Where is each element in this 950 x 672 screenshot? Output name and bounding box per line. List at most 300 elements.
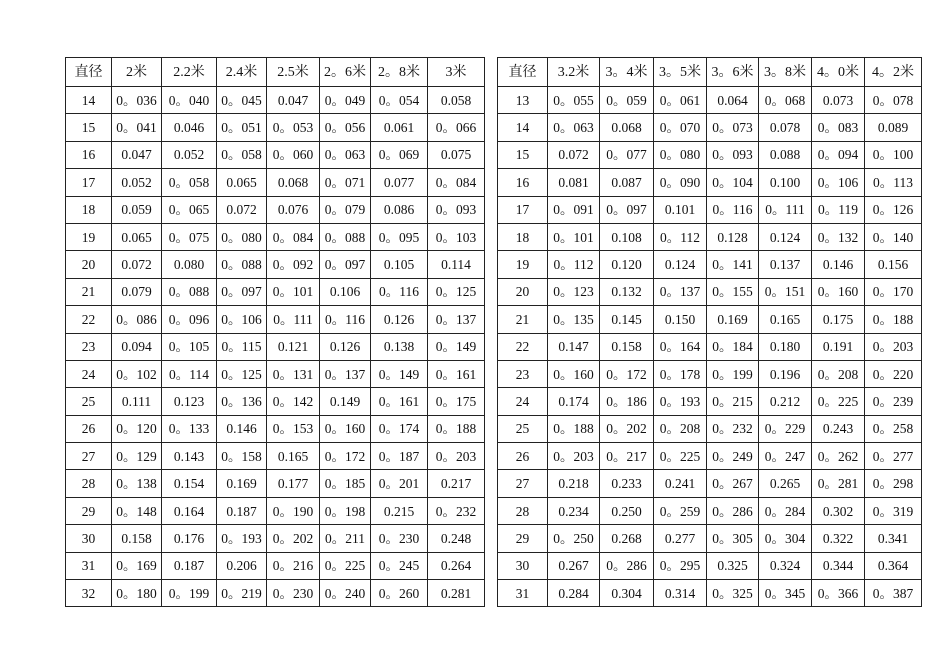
volume-cell: 0.277 [654,525,707,552]
volume-cell: 0。216 [267,552,320,579]
header-length: 2.2米 [162,58,217,87]
volume-cell: 0.089 [865,114,922,141]
volume-cell: 0。059 [600,87,654,114]
volume-cell: 0。298 [865,470,922,497]
volume-cell: 0.101 [654,196,707,223]
volume-cell: 0.322 [812,525,865,552]
diameter-cell: 14 [498,114,548,141]
volume-cell: 0.145 [600,306,654,333]
volume-cell: 0。160 [320,415,371,442]
volume-cell: 0。286 [707,497,759,524]
volume-cell: 0.158 [600,333,654,360]
volume-cell: 0。160 [548,360,600,387]
volume-cell: 0.234 [548,497,600,524]
volume-cell: 0。178 [654,360,707,387]
volume-cell: 0.150 [654,306,707,333]
volume-cell: 0.174 [548,388,600,415]
volume-cell: 0.106 [320,278,371,305]
volume-cell: 0。259 [654,497,707,524]
volume-cell: 0.341 [865,525,922,552]
table-row [66,470,485,497]
header-diameter: 直径 [498,58,548,87]
volume-cell: 0.143 [162,443,217,470]
volume-cell: 0.158 [112,525,162,552]
volume-cell: 0.087 [600,169,654,196]
volume-cell: 0。262 [812,443,865,470]
volume-cell: 0.124 [759,223,812,250]
volume-cell: 0。201 [371,470,428,497]
diameter-cell: 18 [66,196,112,223]
volume-cell: 0。093 [707,141,759,168]
volume-cell: 0。141 [707,251,759,278]
table-row [498,87,922,114]
volume-cell: 0.264 [428,552,485,579]
table-row [498,388,922,415]
volume-cell: 0。169 [112,552,162,579]
volume-cell: 0.046 [162,114,217,141]
volume-cell: 0。149 [428,333,485,360]
diameter-cell: 28 [498,497,548,524]
volume-cell: 0。199 [707,360,759,387]
diameter-cell: 13 [498,87,548,114]
volume-cell: 0.138 [371,333,428,360]
volume-cell: 0。123 [548,278,600,305]
volume-cell: 0。345 [759,580,812,607]
diameter-cell: 32 [66,580,112,607]
volume-cell: 0。126 [865,196,922,223]
volume-cell: 0。101 [548,223,600,250]
volume-cell: 0.314 [654,580,707,607]
table-row [66,169,485,196]
volume-cell: 0。055 [548,87,600,114]
volume-cell: 0.281 [428,580,485,607]
volume-cell: 0。137 [428,306,485,333]
volume-cell: 0。106 [812,169,865,196]
volume-cell: 0。215 [707,388,759,415]
diameter-cell: 29 [498,525,548,552]
volume-cell: 0。115 [217,333,267,360]
table-row [498,443,922,470]
volume-cell: 0.218 [548,470,600,497]
volume-cell: 0。198 [320,497,371,524]
volume-cell: 0。161 [371,388,428,415]
volume-cell: 0。120 [112,415,162,442]
volume-cell: 0.137 [759,251,812,278]
volume-cell: 0.052 [162,141,217,168]
volume-cell: 0。088 [320,223,371,250]
volume-cell: 0。187 [371,443,428,470]
volume-cell: 0.126 [371,306,428,333]
volume-cell: 0。211 [320,525,371,552]
diameter-cell: 17 [498,196,548,223]
diameter-cell: 19 [498,251,548,278]
volume-cell: 0。225 [320,552,371,579]
header-length: 2.4米 [217,58,267,87]
volume-cell: 0。208 [654,415,707,442]
table-row [498,141,922,168]
volume-cell: 0。088 [162,278,217,305]
volume-cell: 0。053 [267,114,320,141]
volume-cell: 0.212 [759,388,812,415]
volume-cell: 0。190 [267,497,320,524]
volume-cell: 0.169 [217,470,267,497]
volume-cell: 0.077 [371,169,428,196]
volume-cell: 0。230 [267,580,320,607]
volume-cell: 0。036 [112,87,162,114]
diameter-cell: 19 [66,223,112,250]
volume-cell: 0。260 [371,580,428,607]
volume-cell: 0.177 [267,470,320,497]
volume-cell: 0.086 [371,196,428,223]
table-row [66,251,485,278]
volume-cell: 0。071 [320,169,371,196]
volume-cell: 0。096 [162,306,217,333]
volume-cell: 0.165 [759,306,812,333]
volume-cell: 0。140 [865,223,922,250]
volume-cell: 0.128 [707,223,759,250]
volume-cell: 0.241 [654,470,707,497]
header-length: 3.2米 [548,58,600,87]
volume-cell: 0。131 [267,360,320,387]
header-length: 4。2米 [865,58,922,87]
volume-cell: 0。135 [548,306,600,333]
volume-cell: 0。137 [654,278,707,305]
volume-cell: 0。142 [267,388,320,415]
volume-cell: 0。101 [267,278,320,305]
volume-cell: 0.175 [812,306,865,333]
volume-cell: 0。125 [428,278,485,305]
volume-cell: 0。188 [548,415,600,442]
volume-cell: 0。225 [654,443,707,470]
volume-cell: 0。125 [217,360,267,387]
volume-cell: 0。160 [812,278,865,305]
volume-cell: 0。277 [865,443,922,470]
volume-cell: 0.233 [600,470,654,497]
volume-cell: 0。104 [707,169,759,196]
volume-cell: 0.076 [267,196,320,223]
volume-cell: 0。247 [759,443,812,470]
volume-cell: 0.165 [267,443,320,470]
table-row [66,223,485,250]
volume-cell: 0。041 [112,114,162,141]
volume-cell: 0.284 [548,580,600,607]
diameter-cell: 27 [498,470,548,497]
volume-cell: 0。149 [371,360,428,387]
volume-cell: 0。102 [112,360,162,387]
volume-cell: 0。170 [865,278,922,305]
volume-cell: 0.065 [112,223,162,250]
volume-cell: 0.268 [600,525,654,552]
volume-cell: 0。199 [162,580,217,607]
volume-cell: 0。180 [112,580,162,607]
volume-cell: 0.187 [162,552,217,579]
diameter-cell: 23 [498,360,548,387]
volume-cell: 0。045 [217,87,267,114]
table-row [498,196,922,223]
table-body [66,58,485,607]
volume-cell: 0.191 [812,333,865,360]
volume-cell: 0.072 [548,141,600,168]
header-length: 3。4米 [600,58,654,87]
volume-cell: 0。095 [371,223,428,250]
volume-cell: 0。155 [707,278,759,305]
volume-table-right [497,57,922,607]
volume-cell: 0.088 [759,141,812,168]
volume-cell: 0。078 [865,87,922,114]
diameter-cell: 26 [498,443,548,470]
volume-cell: 0.061 [371,114,428,141]
diameter-cell: 27 [66,443,112,470]
volume-cell: 0。133 [162,415,217,442]
volume-cell: 0.147 [548,333,600,360]
table-row [66,497,485,524]
table-row [498,169,922,196]
header-length: 2。6米 [320,58,371,87]
diameter-cell: 21 [498,306,548,333]
volume-cell: 0。387 [865,580,922,607]
volume-cell: 0。281 [812,470,865,497]
diameter-cell: 14 [66,87,112,114]
volume-cell: 0.267 [548,552,600,579]
volume-cell: 0。304 [759,525,812,552]
volume-cell: 0。111 [759,196,812,223]
volume-cell: 0.065 [217,169,267,196]
diameter-cell: 24 [66,360,112,387]
table-row [498,552,922,579]
volume-cell: 0。097 [600,196,654,223]
volume-cell: 0.304 [600,580,654,607]
volume-cell: 0。129 [112,443,162,470]
volume-cell: 0。153 [267,415,320,442]
volume-cell: 0。114 [162,360,217,387]
volume-cell: 0.072 [217,196,267,223]
table-row [498,415,922,442]
diameter-cell: 25 [66,388,112,415]
volume-cell: 0.156 [865,251,922,278]
volume-cell: 0.364 [865,552,922,579]
volume-cell: 0。184 [707,333,759,360]
table-row [66,87,485,114]
volume-cell: 0.132 [600,278,654,305]
volume-cell: 0。161 [428,360,485,387]
volume-cell: 0。040 [162,87,217,114]
diameter-cell: 31 [66,552,112,579]
volume-cell: 0。286 [600,552,654,579]
table-row [66,360,485,387]
volume-cell: 0.302 [812,497,865,524]
volume-cell: 0.126 [320,333,371,360]
diameter-cell: 22 [498,333,548,360]
volume-cell: 0。103 [428,223,485,250]
volume-cell: 0。137 [320,360,371,387]
volume-cell: 0。080 [217,223,267,250]
table-row [66,443,485,470]
volume-cell: 0。094 [812,141,865,168]
volume-cell: 0。203 [865,333,922,360]
volume-cell: 0.068 [600,114,654,141]
volume-cell: 0.265 [759,470,812,497]
volume-cell: 0.100 [759,169,812,196]
volume-cell: 0.094 [112,333,162,360]
diameter-cell: 24 [498,388,548,415]
volume-cell: 0.047 [112,141,162,168]
volume-cell: 0.154 [162,470,217,497]
volume-cell: 0.064 [707,87,759,114]
volume-cell: 0.215 [371,497,428,524]
volume-cell: 0.075 [428,141,485,168]
volume-cell: 0。267 [707,470,759,497]
table-row [498,580,922,607]
volume-cell: 0。063 [548,114,600,141]
volume-cell: 0.105 [371,251,428,278]
volume-cell: 0.080 [162,251,217,278]
volume-cell: 0.068 [267,169,320,196]
volume-cell: 0。116 [320,306,371,333]
volume-cell: 0。220 [865,360,922,387]
volume-cell: 0.072 [112,251,162,278]
volume-cell: 0。258 [865,415,922,442]
volume-cell: 0。073 [707,114,759,141]
volume-cell: 0。158 [217,443,267,470]
header-length: 3。6米 [707,58,759,87]
volume-cell: 0。325 [707,580,759,607]
volume-cell: 0。090 [654,169,707,196]
volume-cell: 0。229 [759,415,812,442]
volume-cell: 0。175 [428,388,485,415]
table-row [66,114,485,141]
volume-cell: 0。305 [707,525,759,552]
diameter-cell: 31 [498,580,548,607]
volume-cell: 0.149 [320,388,371,415]
volume-cell: 0.217 [428,470,485,497]
volume-cell: 0。203 [428,443,485,470]
volume-cell: 0.079 [112,278,162,305]
volume-cell: 0。088 [217,251,267,278]
volume-cell: 0.196 [759,360,812,387]
volume-cell: 0。219 [217,580,267,607]
volume-cell: 0。193 [654,388,707,415]
diameter-cell: 28 [66,470,112,497]
diameter-cell: 20 [66,251,112,278]
header-length: 2.5米 [267,58,320,87]
volume-cell: 0。065 [162,196,217,223]
table-row [498,470,922,497]
volume-cell: 0。075 [162,223,217,250]
volume-cell: 0。232 [707,415,759,442]
volume-cell: 0。250 [548,525,600,552]
volume-cell: 0.146 [812,251,865,278]
volume-cell: 0。319 [865,497,922,524]
diameter-cell: 23 [66,333,112,360]
volume-cell: 0。093 [428,196,485,223]
volume-cell: 0。070 [654,114,707,141]
volume-cell: 0.121 [267,333,320,360]
diameter-cell: 17 [66,169,112,196]
table-row [498,497,922,524]
header-length: 3。8米 [759,58,812,87]
diameter-cell: 25 [498,415,548,442]
table-row [66,141,485,168]
volume-cell: 0.073 [812,87,865,114]
volume-cell: 0。066 [428,114,485,141]
volume-cell: 0.058 [428,87,485,114]
volume-cell: 0.120 [600,251,654,278]
volume-cell: 0。202 [267,525,320,552]
volume-cell: 0。185 [320,470,371,497]
volume-cell: 0。284 [759,497,812,524]
volume-cell: 0。136 [217,388,267,415]
table-row [498,278,922,305]
volume-cell: 0。061 [654,87,707,114]
volume-cell: 0。068 [759,87,812,114]
volume-cell: 0.169 [707,306,759,333]
volume-cell: 0。079 [320,196,371,223]
volume-cell: 0。225 [812,388,865,415]
header-row [498,58,922,87]
diameter-cell: 22 [66,306,112,333]
volume-cell: 0。172 [320,443,371,470]
table-row [498,114,922,141]
volume-cell: 0。239 [865,388,922,415]
volume-cell: 0。232 [428,497,485,524]
volume-cell: 0.123 [162,388,217,415]
volume-cell: 0.108 [600,223,654,250]
volume-cell: 0。174 [371,415,428,442]
volume-cell: 0.164 [162,497,217,524]
volume-cell: 0。249 [707,443,759,470]
table-row [66,278,485,305]
diameter-cell: 16 [66,141,112,168]
volume-cell: 0。188 [865,306,922,333]
volume-cell: 0.111 [112,388,162,415]
volume-cell: 0。097 [217,278,267,305]
volume-cell: 0。113 [865,169,922,196]
volume-cell: 0。097 [320,251,371,278]
table-row [66,196,485,223]
table-row [498,333,922,360]
volume-cell: 0。058 [162,169,217,196]
volume-cell: 0。058 [217,141,267,168]
volume-cell: 0.250 [600,497,654,524]
diameter-cell: 26 [66,415,112,442]
table-row [498,360,922,387]
header-length: 3米 [428,58,485,87]
volume-cell: 0.180 [759,333,812,360]
volume-cell: 0。217 [600,443,654,470]
volume-cell: 0。056 [320,114,371,141]
volume-cell: 0。084 [428,169,485,196]
volume-cell: 0。077 [600,141,654,168]
volume-cell: 0。164 [654,333,707,360]
volume-cell: 0.047 [267,87,320,114]
volume-cell: 0.052 [112,169,162,196]
volume-cell: 0。083 [812,114,865,141]
volume-cell: 0。116 [707,196,759,223]
diameter-cell: 30 [498,552,548,579]
diameter-cell: 16 [498,169,548,196]
volume-cell: 0。245 [371,552,428,579]
volume-cell: 0.187 [217,497,267,524]
volume-cell: 0.059 [112,196,162,223]
header-length: 3。5米 [654,58,707,87]
volume-cell: 0。084 [267,223,320,250]
header-row [66,58,485,87]
volume-cell: 0。366 [812,580,865,607]
diameter-cell: 30 [66,525,112,552]
volume-cell: 0.344 [812,552,865,579]
volume-cell: 0。188 [428,415,485,442]
volume-cell: 0。054 [371,87,428,114]
